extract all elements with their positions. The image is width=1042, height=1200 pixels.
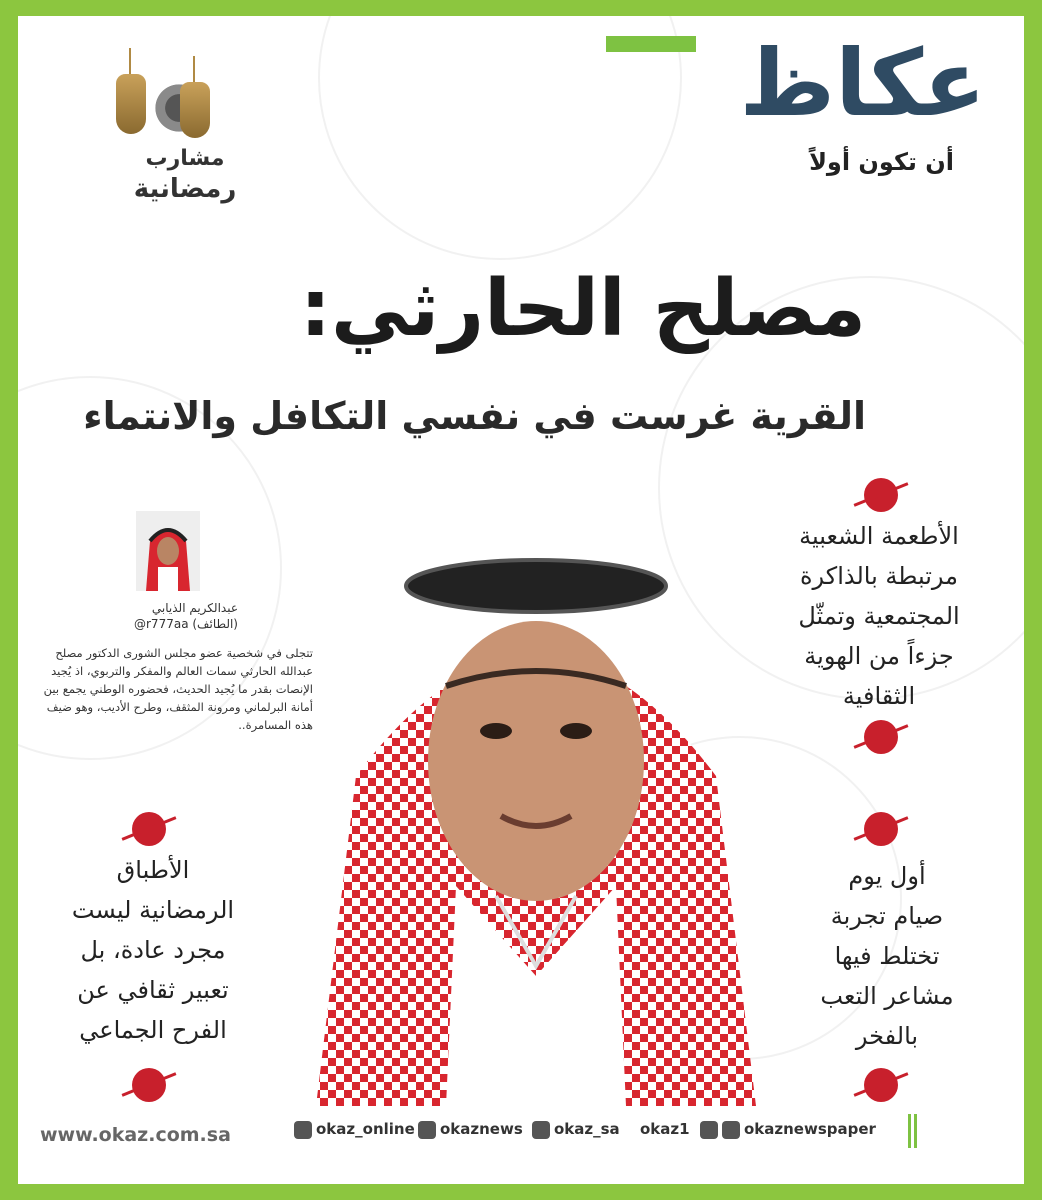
badge-line-2: رمضانية [133, 174, 237, 204]
red-dot-icon [132, 1068, 166, 1102]
headline: مصلح الحارثي: [299, 264, 866, 354]
x-handle: okaz_online [316, 1120, 415, 1138]
slogan: أن تكون أولاً [809, 148, 954, 176]
telegram-icon [532, 1121, 550, 1139]
x-icon [294, 1121, 312, 1139]
footer-instagram[interactable] [700, 1120, 876, 1139]
red-dot-icon [864, 720, 898, 754]
author-photo [136, 511, 200, 591]
lantern-icon [116, 74, 146, 134]
quote-line: مجرد عادة، بل [80, 936, 226, 964]
lantern-icon [180, 82, 210, 138]
instagram-handle: okaznewspaper [744, 1120, 876, 1138]
instagram-icon [700, 1121, 718, 1139]
quote-line: أول يوم [848, 862, 926, 890]
ramadan-badge [110, 16, 260, 216]
author-portrait-illustration [136, 511, 200, 591]
quote-line: المجتمعية وتمثّل [798, 602, 960, 630]
telegram-handle: okaz_sa [554, 1120, 620, 1138]
red-dot-icon [864, 1068, 898, 1102]
footer-x[interactable] [294, 1120, 415, 1139]
quote-line: مرتبطة بالذاكرة [799, 562, 958, 590]
quote-ramadan-dishes [48, 850, 258, 1050]
okaz-logo [566, 24, 986, 144]
newspaper-page [18, 16, 1024, 1184]
intro-paragraph: تتجلى في شخصية عضو مجلس الشورى الدكتور مصلح عبدالله الحارثي سمات العالم والمفكر والتربوي، اذ يُجيد الإنصات بقدر ما يُجيد الحديث، فحضوره الوطني يجمع بين أمانة البرلماني ومرونة المثقف، وطرح الأديب، وهو ضيف هذه المسامرة.. [43, 646, 313, 732]
quote-line: الأطعمة الشعبية [799, 522, 959, 550]
footer-social-bar [280, 1114, 940, 1150]
quote-line: مشاعر التعب [820, 982, 954, 1010]
red-dot-icon [864, 478, 898, 512]
quote-line: تختلط فيها [834, 942, 940, 970]
quote-line: تعبير ثقافي عن [77, 976, 229, 1004]
snap-handle: okaz1 [640, 1120, 690, 1138]
footer-green-bars [908, 1114, 920, 1148]
author-location: (الطائف) [192, 617, 238, 631]
quote-line: جزءاً من الهوية [804, 642, 954, 670]
interviewee-portrait [296, 546, 776, 1106]
facebook-handle: okaznews [440, 1120, 523, 1138]
quote-line: الرمضانية ليست [71, 896, 235, 924]
footer-telegram[interactable] [532, 1120, 620, 1139]
author-location-handle [58, 616, 238, 632]
quote-line: الثقافية [842, 682, 916, 710]
logo-green-bar [606, 36, 696, 52]
facebook-icon [418, 1121, 436, 1139]
footer-facebook[interactable] [418, 1120, 523, 1139]
threads-icon [722, 1121, 740, 1139]
logo-wordmark: عكاظ [739, 30, 986, 137]
quote-popular-foods [748, 516, 1010, 716]
footer-snap[interactable] [640, 1120, 690, 1138]
footer-website[interactable]: www.okaz.com.sa [40, 1124, 231, 1146]
quote-line: بالفخر [855, 1022, 919, 1050]
subheadline: القرية غرست في نفسي التكافل والانتماء [83, 394, 866, 438]
quote-line: صيام تجربة [830, 902, 944, 930]
author-handle: r777aa@ [134, 617, 189, 631]
quote-line: الفرح الجماعي [79, 1016, 227, 1044]
quote-first-fasting-day [774, 856, 1000, 1056]
author-byline [58, 600, 238, 632]
quote-line: الأطباق [116, 856, 190, 884]
red-dot-icon [132, 812, 166, 846]
author-name: عبدالكريم الذيابي [151, 601, 238, 615]
badge-line-1: مشارب [145, 146, 225, 171]
red-dot-icon [864, 812, 898, 846]
